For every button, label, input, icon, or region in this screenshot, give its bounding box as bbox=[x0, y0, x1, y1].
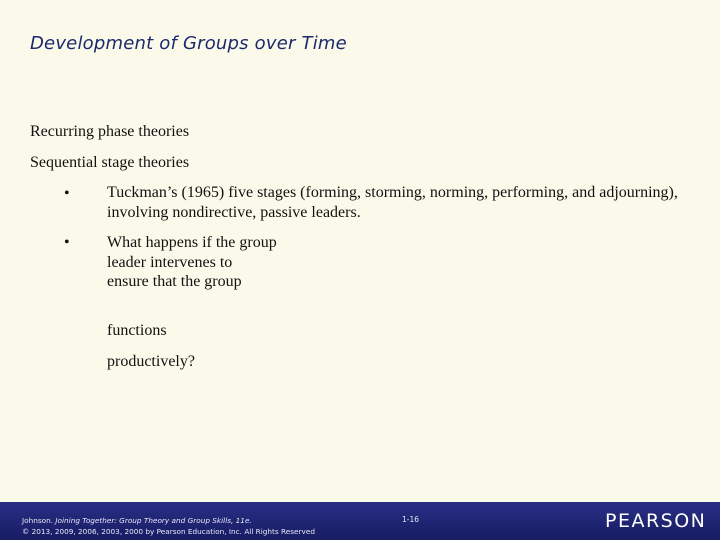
body-line-recurring: Recurring phase theories bbox=[30, 123, 190, 140]
footer-citation bbox=[22, 515, 315, 537]
bullet-marker: • bbox=[64, 234, 70, 251]
citation-title: Joining Together: Group Theory and Group Skills, 11e. bbox=[55, 516, 252, 525]
bullet-text-question: What happens if the group leader intervenes to ensure that the group bbox=[107, 234, 277, 290]
copyright-text: © 2013, 2009, 2006, 2003, 2000 by Pearson Education, Inc. All Rights Reserved bbox=[22, 527, 315, 536]
bullet-text-tuckman: Tuckman’s (1965) five stages (forming, storming, norming, performing, and adjourning), involving nondirective, passive leaders. bbox=[107, 184, 678, 221]
bullet-continuation-productively: productively? bbox=[107, 353, 195, 370]
body-line-sequential: Sequential stage theories bbox=[30, 154, 190, 171]
page-number: 1-16 bbox=[402, 515, 420, 524]
bullet-continuation-functions: functions bbox=[107, 322, 167, 339]
bullet-marker: • bbox=[64, 185, 70, 202]
pearson-logo: PEARSON bbox=[605, 510, 707, 532]
citation-prefix: Johnson. bbox=[22, 516, 56, 525]
slide-title: Development of Groups over Time bbox=[30, 33, 347, 54]
